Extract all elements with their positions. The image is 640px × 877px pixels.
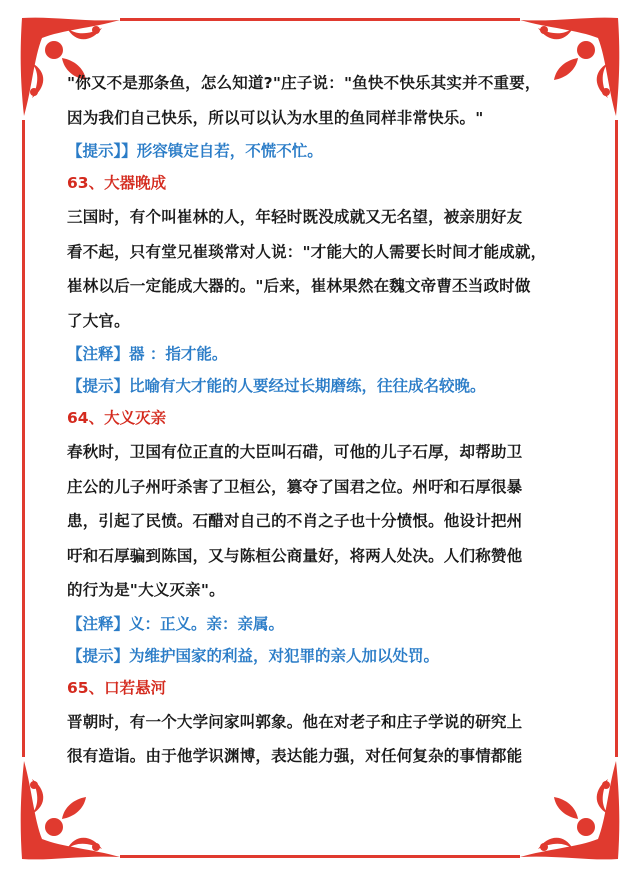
paragraph-line: 崔林以后一定能成大器的。"后来，崔林果然在魏文帝曹丕当政时做 <box>67 277 531 295</box>
paragraph-line: 因为我们自己快乐，所以可以认为水里的鱼同样非常快乐。" <box>67 108 484 127</box>
paragraph-line: 吁和石厚骗到陈国，又与陈桓公商量好，将两人处决。人们称赞他 <box>67 546 523 565</box>
hint-line: 【提示】为维护国家的利益，对犯罪的亲人加以处罚。 <box>67 646 440 665</box>
paragraph-line: "你又不是那条鱼，怎么知道?"庄子说："鱼快不快乐其实并不重要， <box>67 74 541 92</box>
paragraph-line: 的行为是"大义灭亲"。 <box>67 581 225 599</box>
idiom-heading: 64、大义灭亲 <box>67 409 167 427</box>
paragraph-line: 很有造诣。由于他学识渊博，表达能力强，对任何复杂的事情都能 <box>67 747 523 765</box>
note-line: 【注释】器 ：指才能。 <box>67 345 228 363</box>
idiom-heading: 63、大器晚成 <box>67 174 167 192</box>
idiom-heading: 65、口若悬河 <box>67 678 167 697</box>
paragraph-line: 春秋时，卫国有位正直的大臣叫石碏，可他的儿子石厚，却帮助卫 <box>67 443 523 461</box>
frame-top-line <box>120 18 520 21</box>
paragraph-line: 庄公的儿子州吁杀害了卫桓公，篡夺了国君之位。州吁和石厚很暴 <box>67 477 523 496</box>
paragraph-line: 三国时，有个叫崔林的人，年轻时既没成就又无名望，被亲朋好友 <box>67 208 523 226</box>
frame-bottom-line <box>120 855 520 858</box>
hint-line: 【提示】比喻有大才能的人要经过长期磨练，往往成名较晚。 <box>67 377 486 395</box>
paragraph-line: 看不起，只有堂兄崔琰常对人说："才能大的人需要长时间才能成就， <box>67 242 547 261</box>
frame-left-line <box>22 120 25 757</box>
hint-line: 【提示】】形容镇定自若，不慌不忙。 <box>67 142 323 160</box>
note-line: 【注释】义：正义。亲：亲属。 <box>67 614 285 633</box>
frame-right-line <box>615 120 618 757</box>
paragraph-line: 了大官。 <box>67 311 130 330</box>
paragraph-line: 晋朝时，有一个大学问家叫郭象。他在对老子和庄子学说的研究上 <box>67 712 523 731</box>
article-body <box>67 66 573 774</box>
paragraph-line: 患，引起了民愤。石醋对自己的不肖之子也十分愤恨。他设计把州 <box>67 512 523 530</box>
